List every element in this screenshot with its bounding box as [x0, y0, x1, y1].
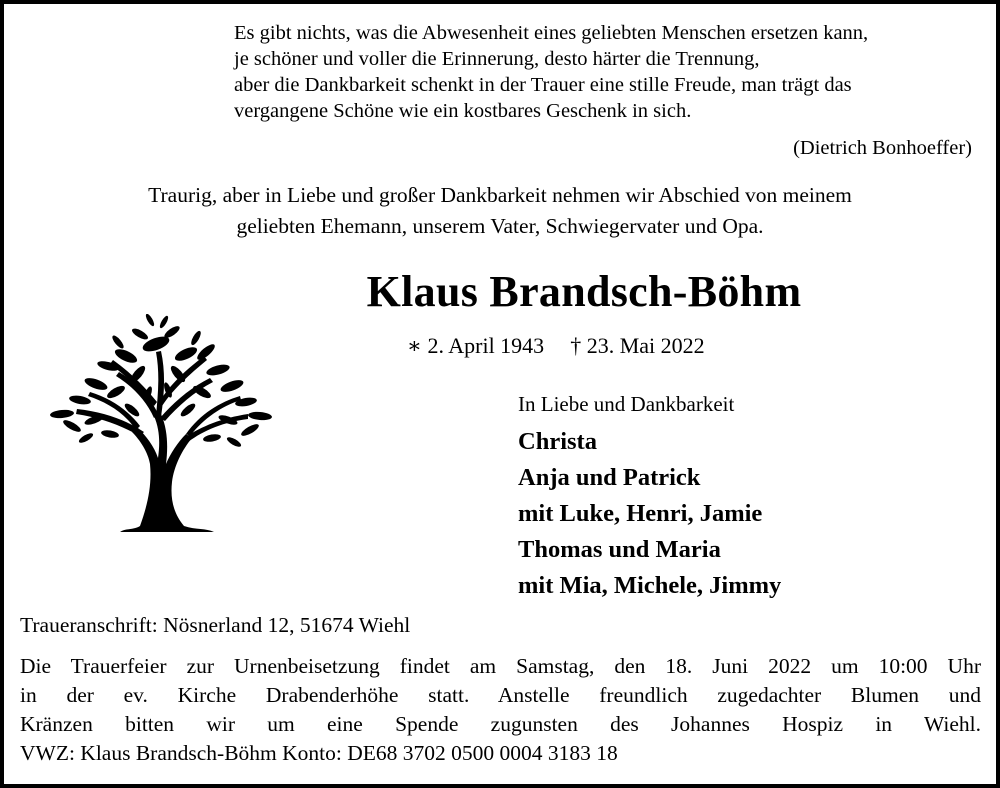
- quote-line: aber die Dankbarkeit schenkt in der Trauer eine stille Freude, man trägt das: [234, 74, 852, 96]
- ceremony-details: [20, 652, 981, 768]
- quote-line: je schöner und voller die Erinnerung, desto härter die Trennung,: [234, 48, 760, 70]
- mourning-address: Traueranschrift: Nösnerland 12, 51674 Wiehl: [20, 613, 411, 637]
- mourner-entry: Christa: [518, 428, 597, 455]
- mourner-entry: mit Luke, Henri, Jamie: [518, 500, 763, 527]
- mourner-entry: Thomas und Maria: [518, 536, 721, 563]
- life-dates: [407, 333, 705, 359]
- death-date: † 23. Mai 2022: [570, 333, 705, 358]
- ceremony-line: Kränzen bitten wir um eine Spende zugunsten des Johannes Hospiz in Wiehl.: [20, 712, 981, 736]
- farewell-text: [4, 180, 996, 242]
- ceremony-line: Die Trauerfeier zur Urnenbeisetzung findet am Samstag, den 18. Juni 2022 um 10:00 Uhr: [20, 654, 981, 678]
- bonhoeffer-quote: [234, 20, 868, 124]
- mourners-list: [518, 424, 781, 604]
- ceremony-line: in der ev. Kirche Drabenderhöhe statt. Anstelle freundlich zugedachter Blumen und: [20, 683, 981, 707]
- quote-line: Es gibt nichts, was die Abwesenheit eines geliebten Menschen ersetzen kann,: [234, 22, 869, 44]
- mourners-intro: In Liebe und Dankbarkeit: [518, 392, 735, 416]
- birth-date: ∗ 2. April 1943: [407, 333, 545, 358]
- mourner-entry: Anja und Patrick: [518, 464, 701, 491]
- deceased-name: Klaus Brandsch-Böhm: [366, 267, 802, 316]
- quote-line: vergangene Schöne wie ein kostbares Geschenk in sich.: [234, 100, 692, 122]
- farewell-line: geliebten Ehemann, unserem Vater, Schwiegervater und Opa.: [236, 214, 764, 238]
- tree-icon: [36, 314, 276, 541]
- farewell-line: Traurig, aber in Liebe und großer Dankbarkeit nehmen wir Abschied von meinem: [148, 183, 852, 207]
- quote-author: (Dietrich Bonhoeffer): [793, 137, 972, 159]
- ceremony-line: VWZ: Klaus Brandsch-Böhm Konto: DE68 3702 0500 0004 3183 18: [20, 741, 618, 765]
- mourner-entry: mit Mia, Michele, Jimmy: [518, 572, 782, 599]
